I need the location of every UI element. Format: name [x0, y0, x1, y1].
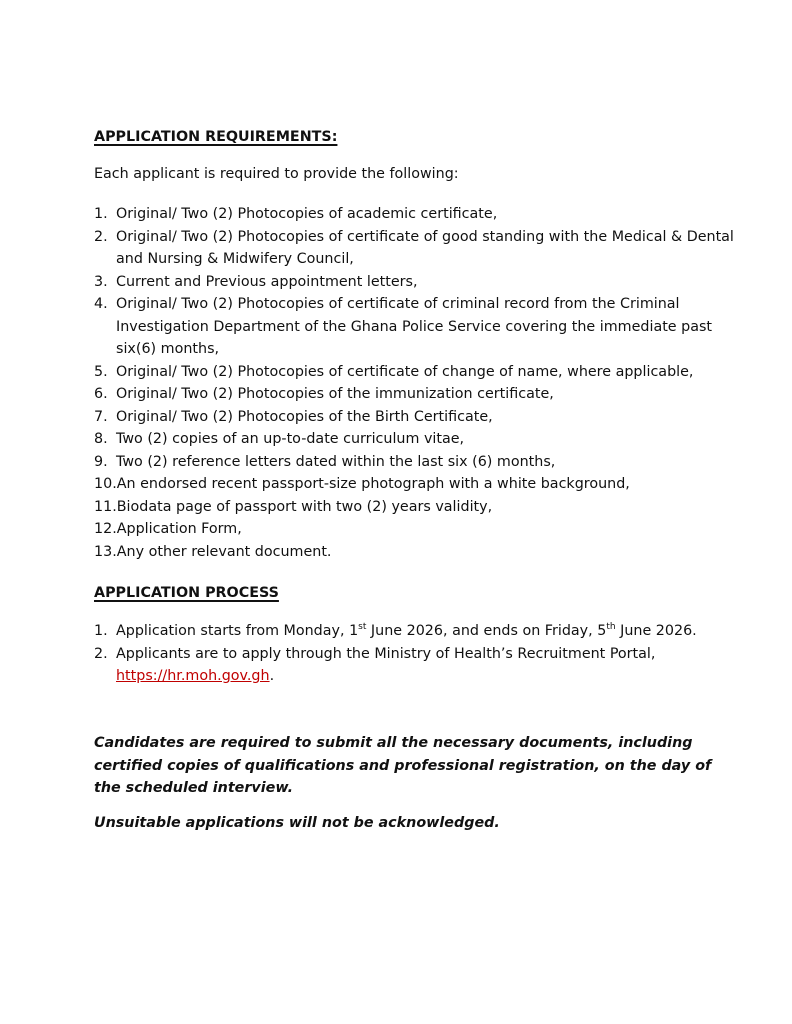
list-item: [94, 293, 734, 361]
start-date-text: Application starts from Monday, 1: [116, 623, 359, 639]
list-item: [94, 406, 734, 429]
recruitment-portal-link[interactable]: https://hr.moh.gov.gh: [116, 668, 270, 684]
item-text: Application Form,: [116, 521, 242, 537]
item-number: 1.: [94, 206, 108, 222]
item-number: 13.: [94, 543, 117, 560]
item-number: 3.: [94, 273, 108, 290]
item-number: 5.: [94, 363, 108, 380]
item-text: Two (2) reference letters dated within the last six (6) months,: [116, 453, 556, 470]
item-text: Original/ Two (2) Photocopies of the immunization certificate,: [116, 386, 554, 402]
process-list: [94, 620, 734, 688]
list-item: [94, 203, 734, 226]
ordinal-suffix: th: [606, 622, 616, 632]
ordinal-suffix: st: [358, 622, 367, 632]
list-item: [94, 620, 734, 643]
item-number: 2.: [94, 645, 108, 662]
item-number: 9.: [94, 453, 108, 470]
item-text: Two (2) copies of an up-to-date curriculum vitae,: [116, 431, 465, 447]
requirements-heading: APPLICATION REQUIREMENTS:: [94, 129, 338, 145]
item-text: Original/ Two (2) Photocopies of academic certificate,: [116, 206, 498, 222]
list-item: [94, 541, 734, 564]
item-text: Any other relevant document.: [116, 543, 332, 560]
item-text: Original/ Two (2) Photocopies of the Birth Certificate,: [116, 408, 493, 425]
item-text: Original/ Two (2) Photocopies of certificate of good standing with the Medical & Dental and Nursing & Midwifery Council,: [116, 228, 734, 267]
item-number: 7.: [94, 408, 108, 425]
list-item: [94, 428, 734, 451]
list-item: [94, 361, 734, 384]
list-item: [94, 643, 734, 688]
item-text: Original/ Two (2) Photocopies of certificate of change of name, where applicable,: [116, 363, 694, 380]
item-number: 12.: [94, 521, 117, 537]
unsuitable-note: Unsuitable applications will not be acknowledged.: [94, 815, 500, 831]
item-number: 10.: [94, 476, 117, 492]
item-text: [116, 620, 734, 643]
item-number: 8.: [94, 431, 108, 447]
item-number: 11.: [94, 498, 117, 515]
end-date-text: June 2026, and ends on Friday, 5: [366, 623, 607, 639]
list-item: [94, 271, 734, 294]
list-item: [94, 518, 734, 541]
item-text: An endorsed recent passport-size photograph with a white background,: [116, 476, 630, 492]
period: .: [269, 668, 275, 684]
item-text: Original/ Two (2) Photocopies of certificate of criminal record from the Criminal Investigation Department of the Ghana Police Service covering the immediate past six(6) months,: [116, 296, 713, 357]
list-item: [94, 473, 734, 496]
item-text: [116, 643, 734, 688]
list-item: [94, 496, 734, 519]
item-text: Biodata page of passport with two (2) years validity,: [116, 498, 493, 515]
requirements-intro: Each applicant is required to provide the following:: [94, 166, 459, 182]
list-item: [94, 383, 734, 406]
item-text: Current and Previous appointment letters,: [116, 273, 418, 290]
item-number: 1.: [94, 623, 108, 639]
list-item: [94, 226, 734, 271]
list-item: [94, 451, 734, 474]
year-text: June 2026.: [615, 623, 697, 639]
portal-text: Applicants are to apply through the Ministry of Health’s Recruitment Portal,: [116, 645, 656, 662]
process-heading: APPLICATION PROCESS: [94, 585, 279, 601]
documents-note: Candidates are required to submit all the necessary documents, including certified copies of qualifications and professional registration, on the day of the scheduled interview.: [94, 735, 712, 796]
requirements-list: [94, 203, 734, 563]
item-number: 6.: [94, 386, 108, 402]
item-number: 4.: [94, 296, 108, 312]
item-number: 2.: [94, 228, 108, 245]
